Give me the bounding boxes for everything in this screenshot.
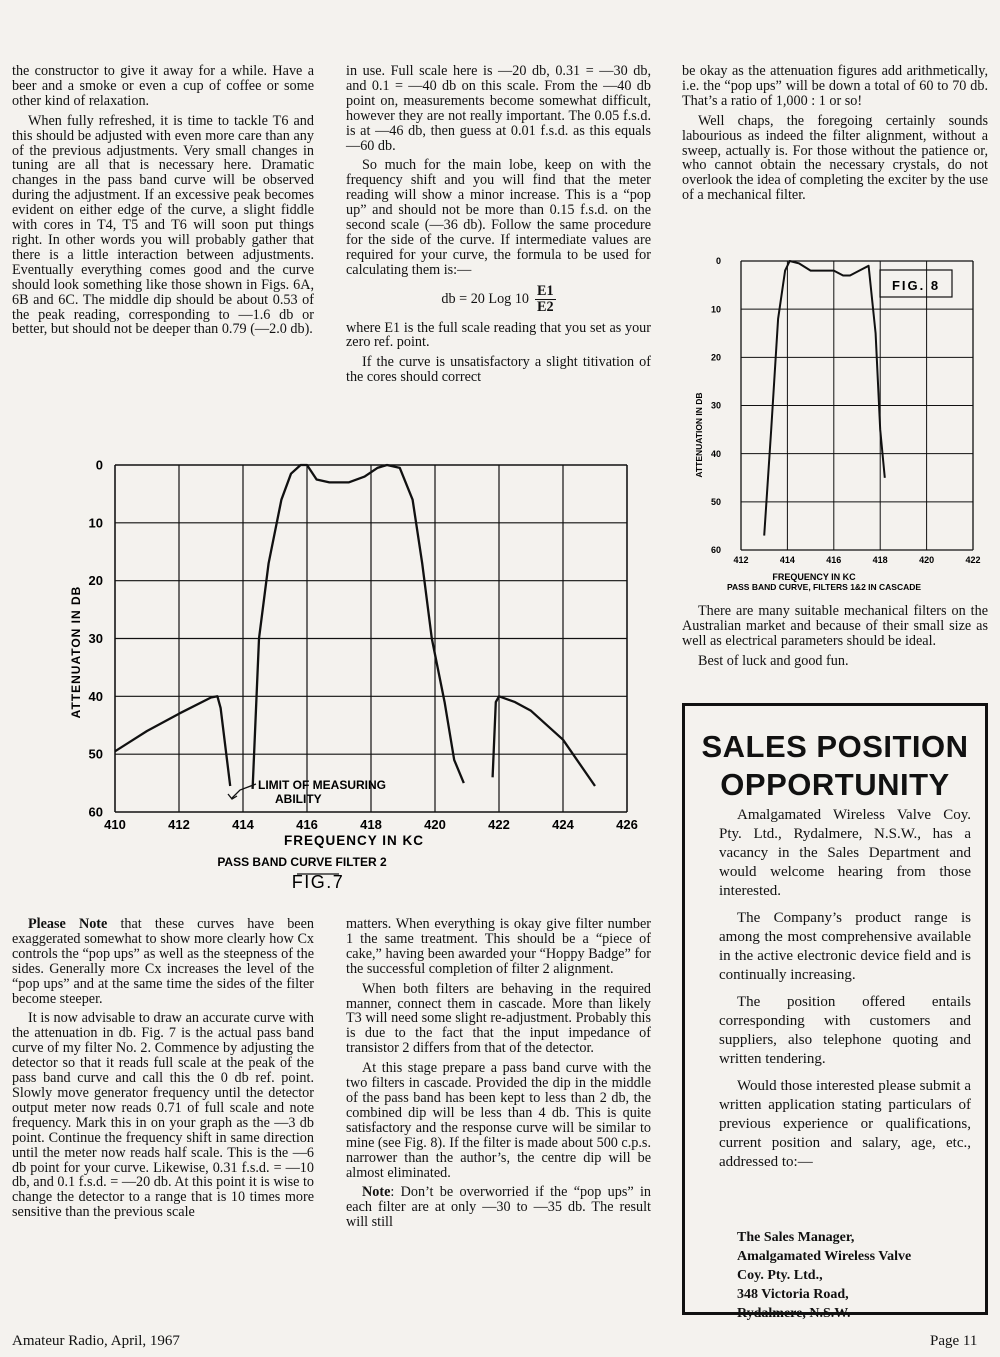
curve-segment-3: [493, 696, 595, 786]
address-line: Amalgamated Wireless Valve: [737, 1249, 912, 1264]
paragraph: When both filters are behaving in the required manner, connect them in cascade. More than likely T3 will need some slight re-adjustment. Probably this is due to the fact that the input impedance of transistor 2 differs from that of the detector.: [346, 980, 651, 1057]
fig7-caption: PASS BAND CURVE FILTER 2: [217, 855, 387, 869]
paragraph: There are many suitable mechanical filters on the Australian market and because of their small size as well as electrical parameters should be ideal.: [682, 603, 988, 649]
y-tick-label: 40: [710, 448, 721, 459]
x-tick-label: 414: [232, 817, 254, 832]
y-tick-label: 10: [710, 304, 721, 315]
paragraph: Well chaps, the foregoing certainly sounds labourious as indeed the filter alignment, without a sweep, actually is. For those without the patience or, who cannot obtain the necessary crystals, do not overlook the idea of completing the exciter by the use of a mechanical filter.: [682, 112, 988, 204]
formula-left: db = 20 Log 10: [441, 290, 530, 307]
y-tick-label: 50: [710, 496, 721, 507]
address-line: Rydalmere, N.S.W.: [737, 1306, 851, 1321]
paragraph: When fully refreshed, it is time to tackle T6 and this should be adjusted with even more care than any of the previous adjustments. Very small changes in tuning are all that is necessary here. Dramatic changes in the pass band curve will be observed during the adjustment. If an excessive peak becomes evident on either edge of the curve, a slight fiddle with cores in T4, T5 and T6 will soon put things right. In other words you will probably gather that there is a little interaction between adjustments. Eventually everything comes good and the curve should look something like those shown in Figs. 6A, 6B and 6C. The middle dip should be about 0.53 of the peak reading, corresponding to —1.6 db or better, but should not be deeper than 0.79 (—2.0 db).: [12, 112, 314, 338]
paragraph: [12, 917, 314, 1006]
formula-numerator: E1: [537, 282, 554, 299]
ad-paragraph: The Company’s product range is among the most comprehensive available in the active electronic device field and is continually increasing.: [719, 910, 971, 983]
y-tick-label: 20: [710, 352, 721, 363]
curve-segment-1: [764, 261, 885, 536]
annotation-line-2: ABILITY: [275, 792, 322, 806]
ad-paragraph: The position offered entails corresponding with customers and suppliers, also telephone quoting and written tendering.: [719, 994, 971, 1067]
paragraph-text: that these curves have been exaggerated somewhat to show more clearly how Cx controls the “pop ups” as well as the steepness of the sides. Generally more Cx increases the level of the “pop ups” and at the same time the sides of the filter become steeper.: [12, 916, 314, 1007]
y-tick-label: 60: [88, 804, 103, 820]
address-line: The Sales Manager,: [737, 1230, 855, 1245]
paragraph: So much for the main lobe, keep on with the frequency shift and you will find that the meter reading will show a minor increase. This is a “pop up” and should not be more than 0.15 f.s.d. on the second scale (—36 db). Follow the same procedure for the side of the curve. If intermediate values are required for your curve, the formula to be used for calculating them is:—: [346, 157, 651, 278]
y-tick-label: 0: [715, 256, 721, 267]
paragraph: If the curve is unsatisfactory a slight titivation of the cores should correct: [346, 354, 651, 386]
y-tick-label: 60: [710, 545, 721, 556]
ad-title-line-2: OPPORTUNITY: [720, 767, 950, 802]
curve-segment-2: [253, 465, 464, 789]
paragraph: in use. Full scale here is —20 db, 0.31 = —30 db, and 0.1 = —40 db on this scale. From the —40 db point on, measurements become somewhat difficult, however they are not really important. The 0.05 f.s.d. is at —46 db, then guess at 0.01 f.s.d. as this equals —60 db.: [346, 63, 651, 154]
ad-title-line-1: SALES POSITION: [701, 729, 969, 764]
x-tick-label: 424: [552, 817, 574, 832]
x-tick-label: 414: [779, 555, 795, 565]
paragraph: Best of luck and good fun.: [698, 652, 849, 669]
sales-position-ad: [682, 703, 988, 1321]
paragraph-lead: Please Note: [28, 916, 108, 932]
ad-address: [737, 1228, 911, 1323]
x-tick-label: 420: [424, 817, 446, 832]
x-tick-label: 412: [168, 817, 190, 832]
ad-paragraph: Would those interested please submit a written application stating particulars of previous experience or qualifications, current position and salary, age, etc., addressed to:—: [719, 1078, 971, 1170]
article-column-3: [682, 64, 988, 208]
paragraph: where E1 is the full scale reading that you set as your zero ref. point.: [346, 319, 651, 351]
x-tick-label: 422: [488, 817, 510, 832]
paragraph-text: : Don’t be overworried if the “pop ups” in each filter are at only —30 to —35 db. The result will still: [346, 1184, 651, 1231]
x-tick-label: 416: [826, 555, 842, 565]
paragraph-lead: Note: [362, 1184, 391, 1201]
fig7-x-axis-label: FREQUENCY IN KC: [283, 833, 425, 848]
y-tick-label: 30: [88, 631, 103, 647]
address-line: 348 Victoria Road,: [737, 1287, 849, 1302]
y-tick-label: 50: [88, 746, 103, 762]
formula-denominator: E2: [537, 298, 554, 315]
annotation-line-1: LIMIT OF MEASURING: [258, 778, 386, 792]
paragraph: be okay as the attenuation figures add arithmetically, i.e. the “pop ups” will be down a total of 60 to 70 db. That’s a ratio of 1,000 : 1 or so!: [682, 63, 988, 109]
ad-paragraph: Amalgamated Wireless Valve Coy. Pty. Ltd., Rydalmere, N.S.W., has a vacancy in the Sales Department and would welcome hearing from those interested.: [719, 807, 971, 899]
x-tick-label: 418: [360, 817, 382, 832]
article-column-2-bottom: [346, 917, 651, 1235]
curve-segment-1: [115, 696, 230, 786]
x-tick-label: 422: [965, 555, 981, 565]
fig7-label: FIG.7: [291, 872, 345, 892]
x-tick-label: 410: [104, 817, 126, 832]
paragraph: [346, 1185, 651, 1230]
x-tick-label: 412: [733, 555, 749, 565]
y-tick-label: 20: [88, 573, 103, 589]
article-column-1-bottom: [12, 917, 314, 1225]
y-tick-label: 10: [88, 515, 103, 531]
article-column-3-continued: [682, 604, 988, 674]
fig7-chart: [60, 452, 680, 897]
ad-body: [719, 806, 971, 1180]
fig8-caption: PASS BAND CURVE, FILTERS 1&2 IN CASCADE: [726, 582, 922, 592]
x-tick-label: 418: [872, 555, 888, 565]
x-tick-label: 416: [296, 817, 318, 832]
paragraph: At this stage prepare a pass band curve with the two filters in cascade. Provided the dip in the middle of the pass band has been kept to less than 2 db, the combined dip will be less than 4 db. This is quite satisfactory and the response curve will be similar to mine (see Fig. 8). If the filter is made about 500 c.p.s. narrower than the author’s, the centre dip will be almost eliminated.: [346, 1060, 651, 1181]
address-line: Coy. Pty. Ltd.,: [737, 1268, 823, 1283]
fig7-annotation: [228, 778, 386, 806]
fig8-label: FIG. 8: [891, 278, 941, 293]
paragraph: matters. When everything is okay give filter number 1 the same treatment. This should be a “piece of cake,” having been awarded your “Hoppy Badge” for the successful completion of filter 2 alignment.: [346, 916, 651, 977]
fig8-chart: [690, 250, 990, 595]
footer-publication: Amateur Radio, April, 1967: [12, 1333, 180, 1349]
article-column-1: [12, 64, 314, 342]
paragraph: the constructor to give it away for a while. Have a beer and a smoke or even a cup of coffee or some other kind of relaxation.: [12, 63, 314, 109]
x-tick-label: 426: [616, 817, 638, 832]
y-tick-label: 40: [88, 688, 103, 704]
fig8-y-axis-label: ATTENUATION IN DB: [694, 392, 704, 478]
y-tick-label: 30: [710, 400, 721, 411]
footer-page-number: Page 11: [930, 1333, 978, 1349]
x-tick-label: 420: [919, 555, 935, 565]
db-formula: [346, 284, 651, 315]
paragraph: It is now advisable to draw an accurate curve with the attenuation in db. Fig. 7 is the actual pass band curve of my filter No. 2. Commence by adjusting the detector so that it reads full scale at the peak of the pass band curve and call this the 0 db ref. point. Slowly move generator frequency until the detector output meter now reads 0.71 of full scale and note frequency. Mark this in on your graph as the —3 db point. Continue the frequency shift in same direction until the meter now reads half scale. This is the —6 db point for your curve. Likewise, 0.31 f.s.d. = —10 db, and 0.1 f.s.d. = —20 db. At this point it is wise to change the detector to a range that is 10 times more sensitive than the previous scale: [12, 1010, 314, 1221]
ad-title: [685, 728, 985, 804]
y-tick-label: 0: [95, 457, 103, 473]
fig7-y-axis-label: ATTENUATON IN DB: [69, 585, 83, 719]
fig8-x-axis-label: FREQUENCY IN KC: [772, 572, 856, 582]
fig8-label-box: [880, 270, 952, 297]
article-column-2: [346, 64, 651, 390]
formula-fraction: [535, 284, 556, 315]
